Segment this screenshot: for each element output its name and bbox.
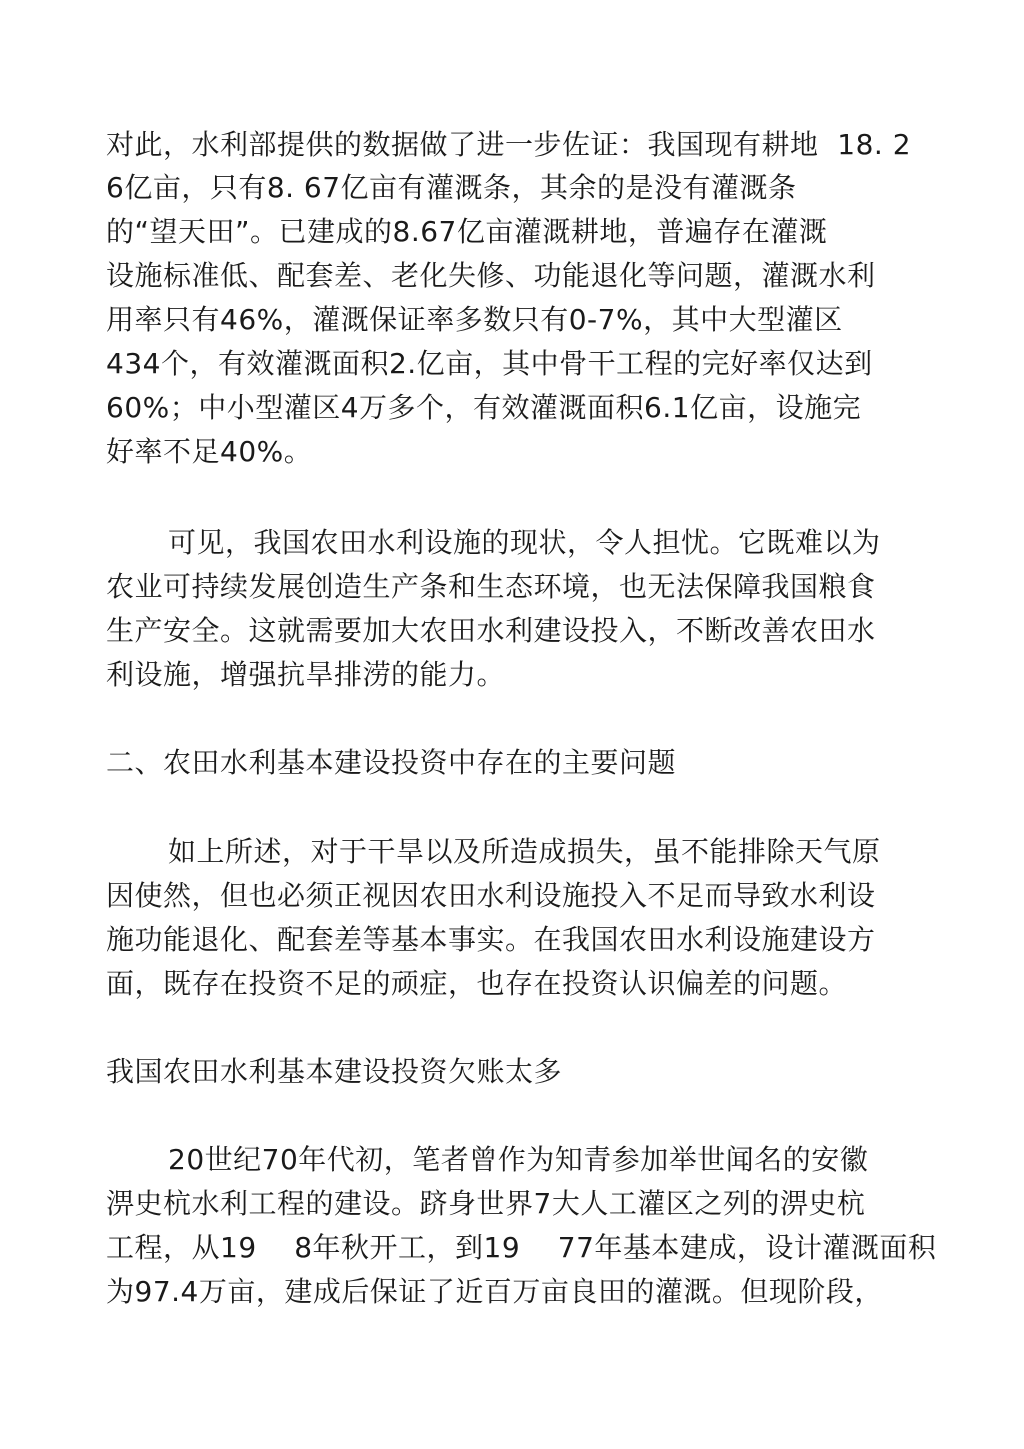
paragraph-4-line-2: 淠史杭水利工程的建设。跻身世界7大人工灌区之列的淠史杭 (106, 1187, 866, 1220)
paragraph-2-line-2: 农业可持续发展创造生产条和生态环境，也无法保障我国粮食 (106, 570, 876, 603)
paragraph-1-line-8: 好率不足40%。 (106, 435, 313, 468)
section-heading-2: 我国农田水利基本建设投资欠账太多 (106, 1055, 563, 1088)
paragraph-4-line-1: 20世纪70年代初，笔者曾作为知青参加举世闻名的安徽 (168, 1143, 869, 1176)
paragraph-2-line-3: 生产安全。这就需要加大农田水利建设投入，不断改善农田水 (106, 614, 876, 647)
paragraph-1-line-5: 用率只有46%，灌溉保证率多数只有0-7%，其中大型灌区 (106, 303, 843, 336)
section-heading-1: 二、农田水利基本建设投资中存在的主要问题 (106, 746, 677, 779)
paragraph-1-line-2: 6亿亩，只有8. 67亿亩有灌溉条，其余的是没有灌溉条 (106, 171, 797, 204)
paragraph-3-line-4: 面，既存在投资不足的顽症，也存在投资认识偏差的问题。 (106, 967, 848, 1000)
paragraph-2-line-4: 利设施，增强抗旱排涝的能力。 (106, 658, 506, 691)
paragraph-4-line-3: 工程，从19 8年秋开工，到19 77年基本建成，设计灌溉面积 (106, 1231, 937, 1264)
paragraph-1-line-4: 设施标准低、配套差、老化失修、功能退化等问题，灌溉水利 (106, 259, 876, 292)
paragraph-3-line-1: 如上所述，对于干旱以及所造成损失，虽不能排除天气原 (168, 835, 881, 868)
paragraph-1-line-7: 60%；中小型灌区4万多个，有效灌溉面积6.1亿亩，设施完 (106, 391, 862, 424)
paragraph-4-line-4: 为97.4万亩，建成后保证了近百万亩良田的灌溉。但现阶段， (106, 1275, 883, 1308)
paragraph-1-line-1: 对此，水利部提供的数据做了进一步佐证：我国现有耕地 18. 2 (106, 128, 912, 161)
paragraph-3-line-3: 施功能退化、配套差等基本事实。在我国农田水利设施建设方 (106, 923, 876, 956)
paragraph-2-line-1: 可见，我国农田水利设施的现状，令人担忧。它既难以为 (168, 526, 881, 559)
paragraph-1-line-6: 434个，有效灌溉面积2.亿亩，其中骨干工程的完好率仅达到 (106, 347, 873, 380)
paragraph-3-line-2: 因使然，但也必须正视因农田水利设施投入不足而导致水利设 (106, 879, 876, 912)
paragraph-1-line-3: 的“望天田”。已建成的8.67亿亩灌溉耕地，普遍存在灌溉 (106, 215, 828, 248)
